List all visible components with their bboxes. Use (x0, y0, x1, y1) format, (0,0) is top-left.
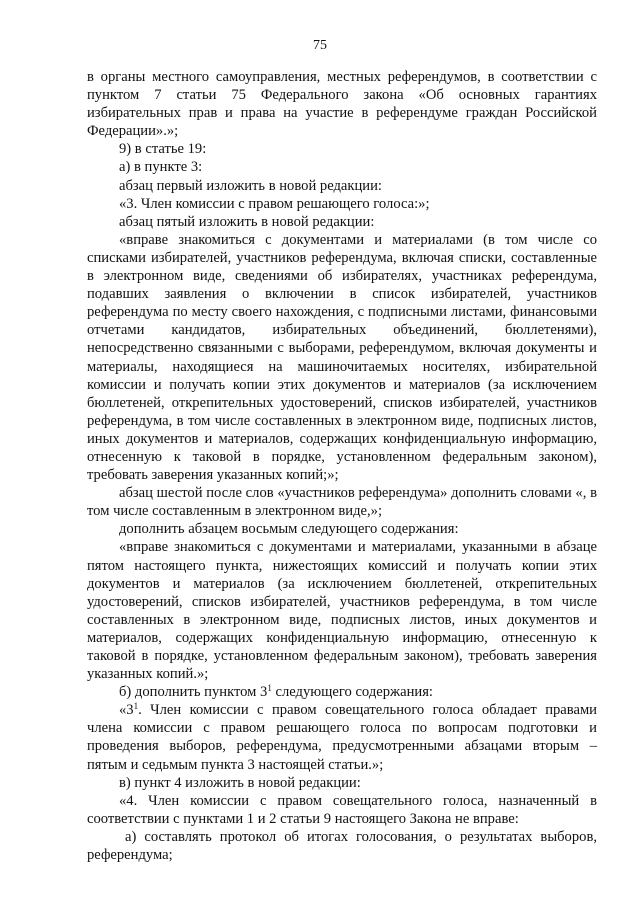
superscript: 1 (267, 683, 272, 694)
paragraph: а) составлять протокол об итогах голосования, о результатах выборов, референдума; (87, 828, 597, 864)
paragraph: «4. Член комиссии с правом совещательного голоса, назначенный в соответствии с пунктами 1 и 2 статьи 9 настоящего Закона не вправе: (87, 792, 597, 827)
paragraph: а) в пункте 3: (119, 159, 203, 176)
paragraph: «вправе знакомиться с документами и материалами, указанными в абзаце пятом настоящего пункта, нижестоящих комиссий и получать копии этих документов и материалов (за исключением бюллетеней, открепительных удостоверений, списков избирателей, участников референдума, в том числе составленных в электронном виде, подписных листов, иных документов и материалов, содержащих конфиденциальную информацию, отнесенную к таковой в порядке, установленном федеральным законом), требовать заверения указанных копий.»; (87, 539, 597, 683)
paragraph: дополнить абзацем восьмым следующего содержания: (119, 521, 459, 538)
paragraph (87, 701, 597, 773)
paragraph-text: следующего содержания: (271, 684, 433, 701)
page-number: 75 (313, 38, 327, 53)
paragraph-text: . Член комиссии с правом совещательного голоса обладает правами члена комиссии с правом решающего голоса по вопросам подготовки и проведения выборов, референдума, предусмотренными абзацами вторым – пятым и седьмым пункта 3 настоящей статьи.»; (87, 702, 597, 773)
paragraph (87, 683, 597, 701)
superscript: 1 (133, 701, 139, 712)
paragraph: «вправе знакомиться с документами и материалами (в том числе со списками избирателей, участников референдума, включая списки, составленные в электронном виде, сведениями об избирателях, участниках референдума, подавших заявления о включении в список избирателей, участников референдума по месту своего нахождения, с подписными листами, финансовыми отчетами кандидатов, избирательных объединений, бюллетенями), непосредственно связанными с выборами, референдумом, включая документы и материалы, находящиеся на машиночитаемых носителях, избирательной комиссии и получать копии этих документов и материалов (за исключением бюллетеней, открепительных удостоверений, списков избирателей, участников референдума, в том числе составленных в электронном виде, подписных листов, иных документов и материалов, содержащих конфиденциальную информацию, отнесенную к таковой в порядке, установленном федеральным законом), требовать заверения указанных копий;»; (87, 231, 597, 484)
paragraph: абзац пятый изложить в новой редакции: (119, 213, 375, 230)
paragraph: абзац первый изложить в новой редакции: (119, 177, 382, 194)
paragraph: «3. Член комиссии с правом решающего голоса:»; (119, 195, 430, 212)
paragraph: в органы местного самоуправления, местных референдумов, в соответствии с пунктом 7 статьи 75 Федерального закона «Об основных гарантиях избирательных прав и права на участие в референдуме граждан Российской Федерации».»; (87, 69, 597, 140)
document-body (87, 68, 597, 864)
paragraph: абзац шестой после слов «участников референдума» дополнить словами «, в том числе составленным в электронном виде,»; (87, 485, 597, 520)
paragraph: 9) в статье 19: (119, 141, 207, 158)
paragraph: в) пункт 4 изложить в новой редакции: (119, 774, 361, 791)
paragraph-text: «3 (119, 702, 134, 719)
paragraph-text: б) дополнить пунктом 3 (119, 684, 268, 701)
